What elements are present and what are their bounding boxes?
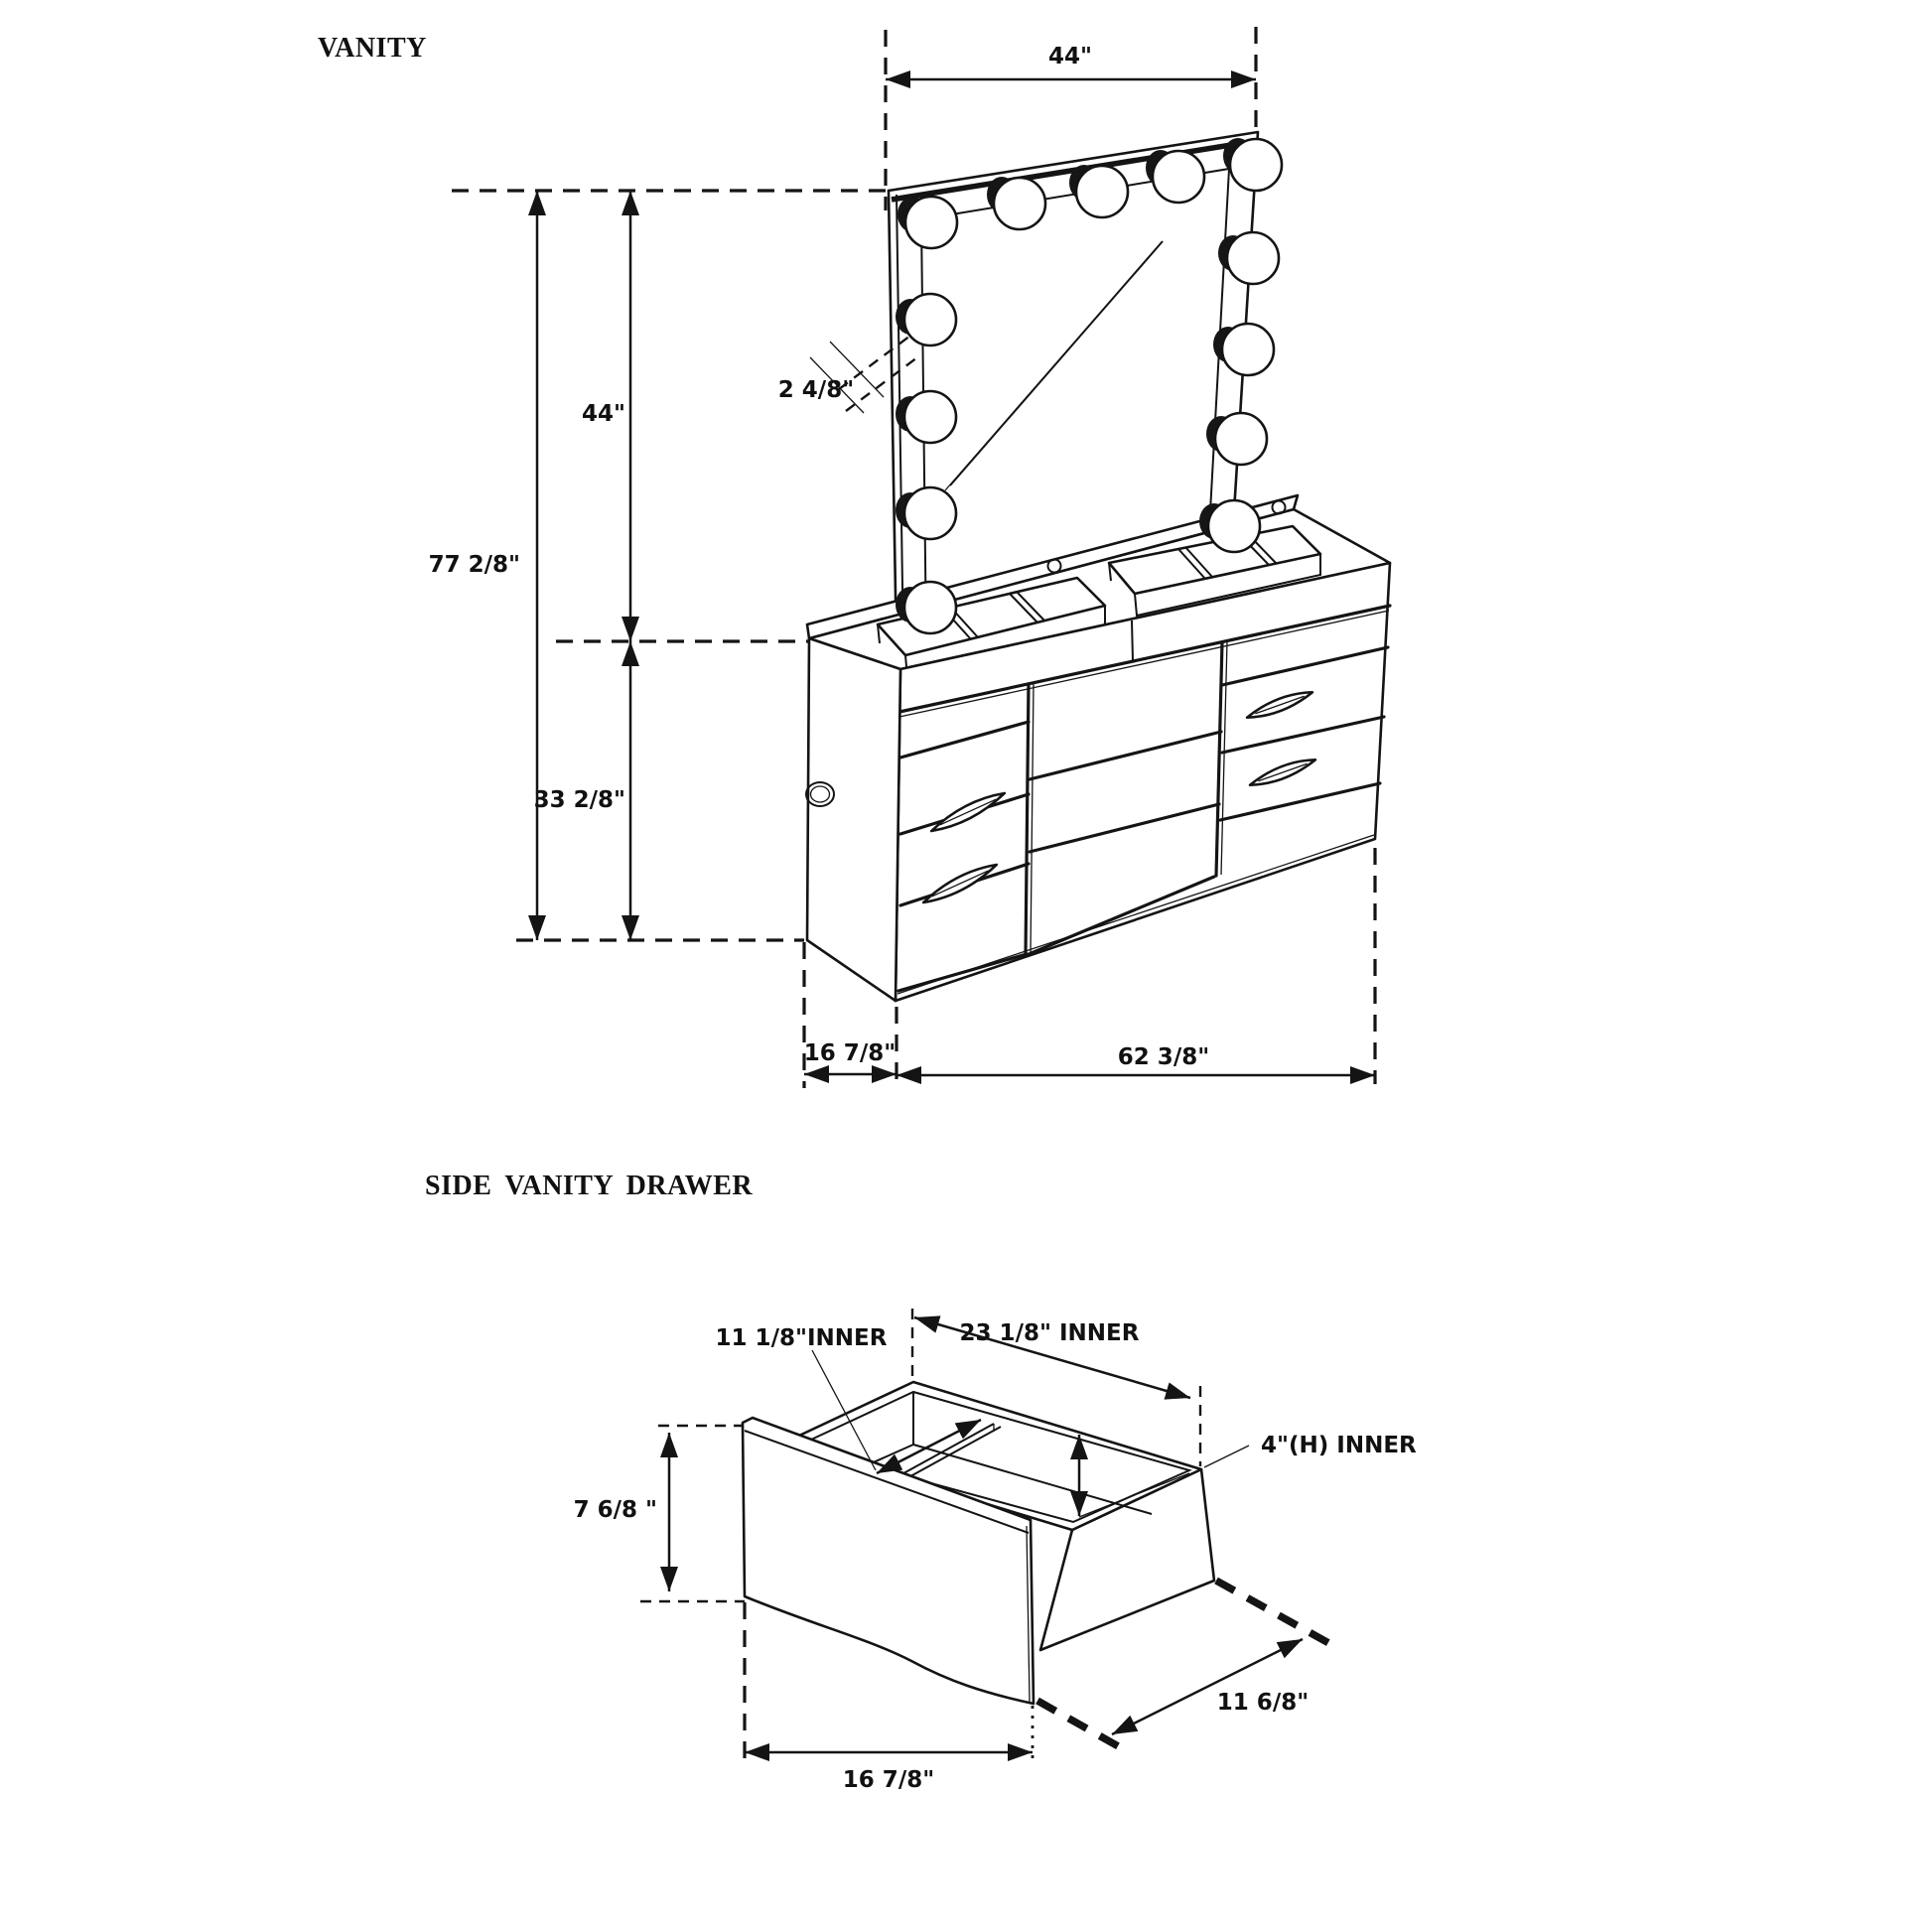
dim-base-depth-label: 16 7/8" — [803, 1040, 897, 1066]
dim-mirror-width-label: 44" — [1048, 44, 1092, 69]
dim-mirror-height-label: 44" — [582, 401, 625, 427]
dim-frame-depth-label: 2 4/8" — [777, 377, 855, 403]
side-drawer-drawing — [743, 1382, 1214, 1704]
dim-inner-depth-label: 11 6/8" — [1216, 1690, 1310, 1716]
vanity-title: VANITY — [318, 33, 427, 64]
dim-overall-height-label: 77 2/8" — [428, 552, 520, 578]
dim-inner-length-label: 23 1/8" INNER — [959, 1320, 1140, 1346]
dim-inner-height-label: 4"(H) INNER — [1261, 1433, 1417, 1458]
dim-inner-width-label: 11 1/8"INNER — [715, 1325, 888, 1351]
dim-base-width-label: 62 3/8" — [1117, 1044, 1210, 1070]
dim-front-width-label: 16 7/8" — [842, 1767, 935, 1793]
dim-base-height-label: 33 2/8" — [533, 787, 625, 813]
side-drawer-title: SIDE VANITY DRAWER — [425, 1171, 754, 1201]
dim-front-height-label: 7 6/8 " — [573, 1497, 657, 1523]
dresser-drawing — [806, 495, 1390, 1001]
dresser-left-side — [807, 638, 900, 1001]
